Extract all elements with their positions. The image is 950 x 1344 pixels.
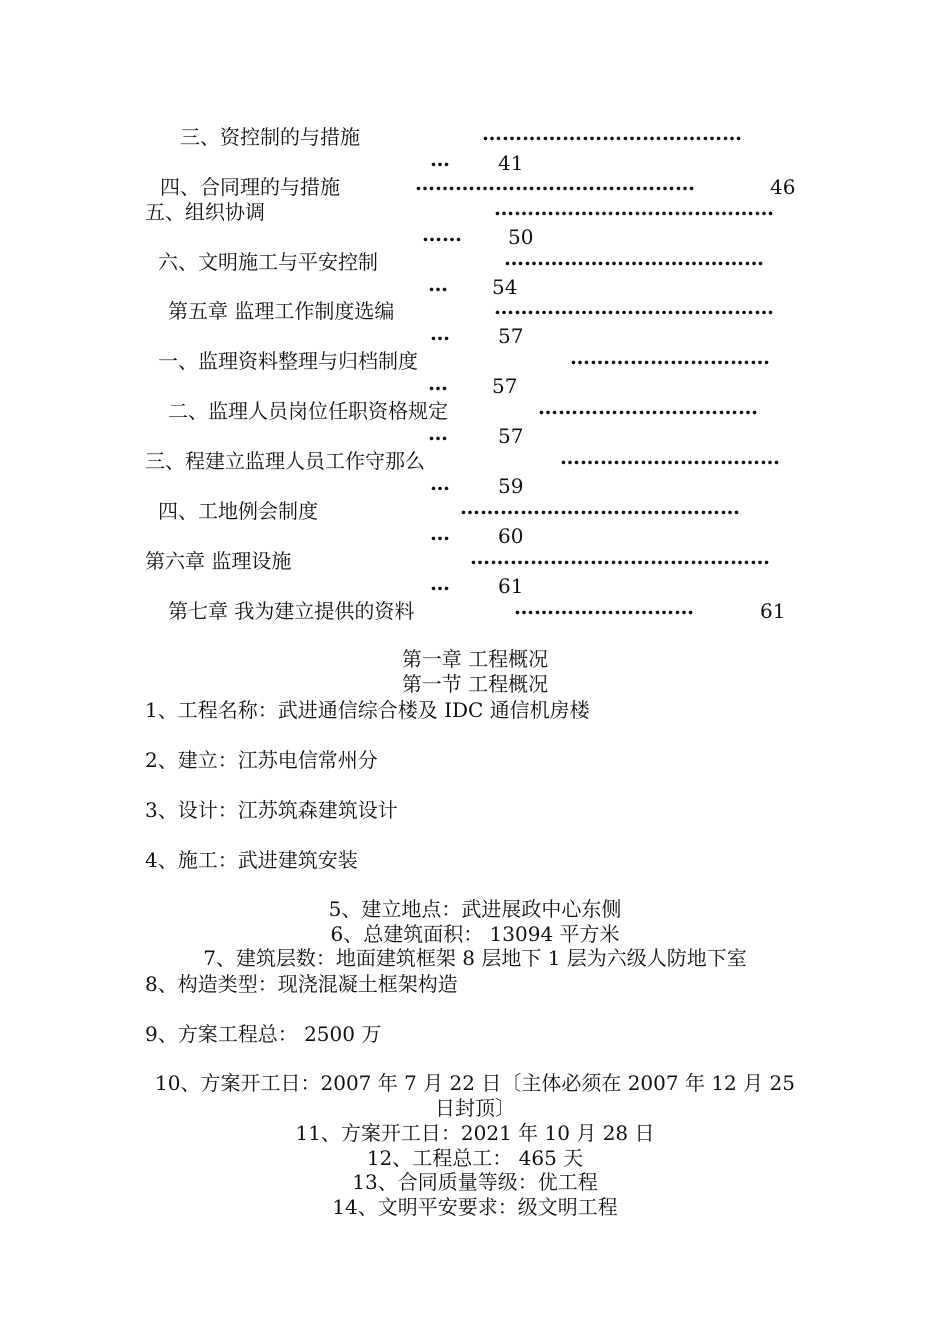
toc-leader: …………………………………… — [494, 295, 774, 319]
toc-page: 57 — [498, 424, 524, 448]
project-name: 1、工程名称：武进通信综合楼及 IDC 通信机房楼 — [145, 698, 590, 722]
toc-title: 第六章 监理设施 — [145, 549, 292, 573]
toc-page: 50 — [508, 225, 534, 249]
toc-leader: …………………………… — [560, 445, 780, 469]
toc-leader: …………………………………… — [494, 196, 774, 220]
toc-leader: ……………………… — [514, 595, 694, 619]
project-area: 6、总建筑面积： 13094 平方米 — [330, 922, 620, 946]
toc-leader: ………………………………… — [504, 246, 764, 270]
toc-title: 五、组织协调 — [145, 200, 265, 224]
toc-title: 六、文明施工与平安控制 — [158, 250, 378, 274]
toc-page: 41 — [498, 151, 524, 175]
toc-title: 一、监理资料整理与归档制度 — [158, 349, 418, 373]
project-designer: 3、设计：江苏筑森建筑设计 — [145, 798, 398, 822]
toc-leader: … — [428, 421, 448, 445]
toc-leader: … — [430, 471, 450, 495]
toc-title: 第五章 监理工作制度选编 — [168, 299, 395, 323]
toc-leader: ………………………… — [570, 345, 770, 369]
toc-leader: …………………………………… — [415, 171, 695, 195]
toc-leader: … — [430, 571, 450, 595]
toc-page: 57 — [498, 324, 524, 348]
toc-leader: …………………………… — [538, 395, 758, 419]
toc-title: 四、合同理的与措施 — [160, 175, 340, 199]
project-location: 5、建立地点：武进展政中心东侧 — [328, 897, 622, 921]
project-start-date: 10、方案开工日：2007 年 7 月 22 日〔主体必须在 2007 年 12 月 25 — [155, 1071, 795, 1095]
toc-title: 四、工地例会制度 — [158, 499, 318, 523]
toc-leader: ……………………………………… — [470, 545, 770, 569]
toc-page: 57 — [492, 374, 518, 398]
toc-page: 61 — [498, 574, 524, 598]
toc-leader: … — [428, 371, 448, 395]
toc-leader: …… — [422, 222, 462, 246]
toc-title: 第七章 我为建立提供的资料 — [168, 599, 415, 623]
toc-title: 三、程建立监理人员工作守那么 — [145, 449, 425, 473]
toc-title: 二、监理人员岗位任职资格规定 — [168, 399, 448, 423]
toc-leader: … — [430, 321, 450, 345]
project-safety: 14、文明平安要求：级文明工程 — [332, 1195, 618, 1219]
toc-title: 三、资控制的与措施 — [180, 125, 360, 149]
project-quality: 13、合同质量等级：优工程 — [352, 1170, 598, 1194]
project-client: 2、建立：江苏电信常州分 — [145, 748, 378, 772]
toc-leader: …………………………………… — [460, 495, 740, 519]
toc-page: 60 — [498, 524, 524, 548]
toc-leader: … — [430, 521, 450, 545]
project-duration: 12、工程总工： 465 天 — [366, 1146, 584, 1170]
toc-leader: … — [430, 147, 450, 171]
toc-page: 61 — [760, 599, 786, 623]
section-heading: 第一节 工程概况 — [401, 672, 549, 696]
project-floors: 7、建筑层数：地面建筑框架 8 层地下 1 层为六级人防地下室 — [203, 946, 747, 970]
project-start-date-cont: 日封顶〕 — [435, 1096, 515, 1120]
project-contractor: 4、施工：武进建筑安装 — [145, 848, 358, 872]
project-structure: 8、构造类型：现浇混凝土框架构造 — [145, 972, 458, 996]
chapter-heading: 第一章 工程概况 — [401, 647, 549, 671]
toc-leader: ………………………………… — [482, 121, 742, 145]
toc-leader: … — [428, 272, 448, 296]
toc-page: 46 — [770, 175, 796, 199]
project-start-date-2: 11、方案开工日：2021 年 10 月 28 日 — [295, 1121, 655, 1145]
project-investment: 9、方案工程总： 2500 万 — [145, 1022, 382, 1046]
toc-page: 59 — [498, 474, 524, 498]
toc-page: 54 — [492, 275, 518, 299]
